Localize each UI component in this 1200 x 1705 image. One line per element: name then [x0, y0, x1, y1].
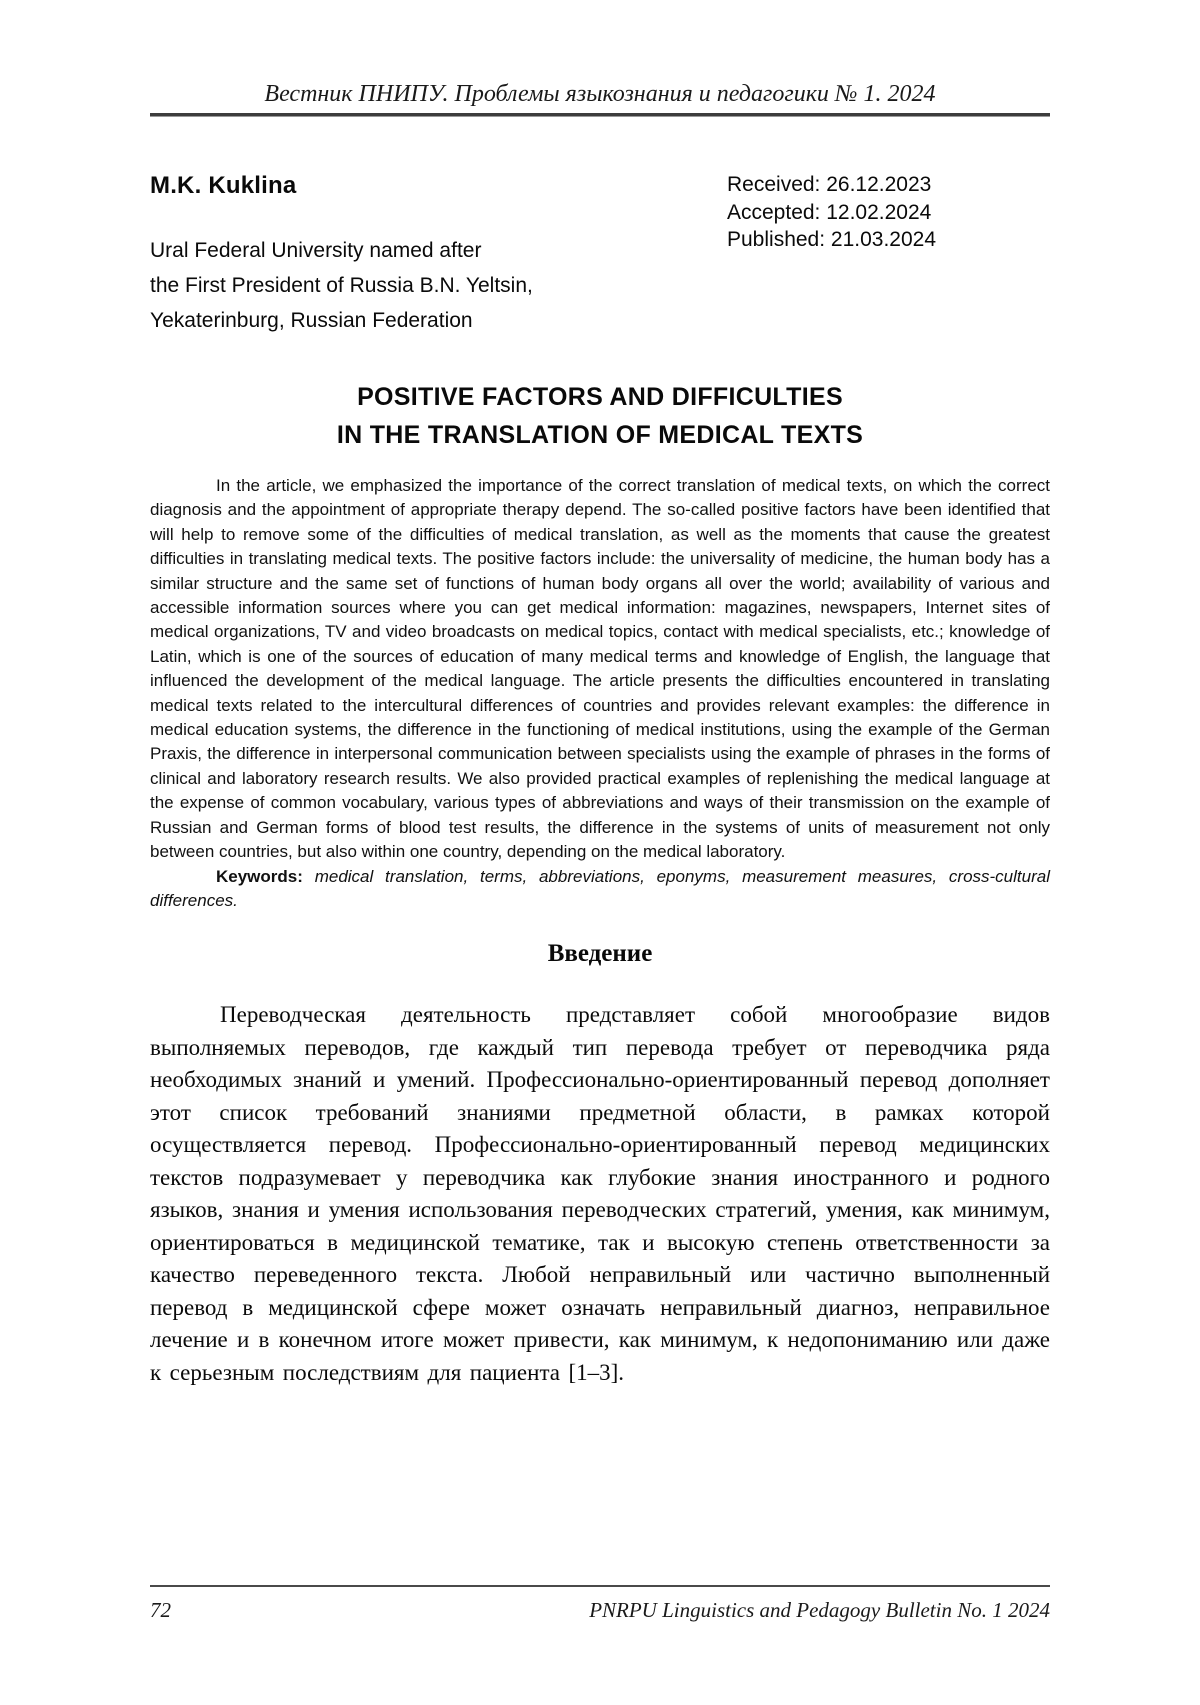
- author-name: M.K. Kuklina: [150, 172, 297, 199]
- article-title-line-1: POSITIVE FACTORS AND DIFFICULTIES: [357, 383, 843, 411]
- accepted-date: Accepted: 12.02.2024: [727, 200, 932, 224]
- dates-block: [727, 171, 1050, 338]
- keywords-line: [150, 865, 1050, 914]
- affiliation: [150, 233, 727, 338]
- published-date: Published: 21.03.2024: [727, 228, 937, 251]
- affiliation-line-2: the First President of Russia B.N. Yeltsin,: [150, 274, 533, 297]
- author-block: [150, 171, 1050, 338]
- journal-header: [150, 0, 1050, 117]
- footer-journal-name: PNRPU Linguistics and Pedagogy Bulletin No. 1 2024: [589, 1598, 1050, 1622]
- author-affiliation-column: [150, 171, 727, 338]
- article-title: [150, 378, 1050, 454]
- page-footer: [150, 1585, 1050, 1623]
- header-rule: [150, 113, 1050, 117]
- affiliation-line-3: Yekaterinburg, Russian Federation: [150, 309, 473, 332]
- affiliation-line-1: Ural Federal University named after: [150, 239, 482, 262]
- keywords-text: medical translation, terms, abbreviations, eponyms, measurement measures, cross-cultural differences.: [150, 866, 1050, 910]
- introduction-paragraph: Переводческая деятельность представляет собой многообразие видов выполняемых переводов, где каждый тип перевода требует от переводчика ряда необходимых знаний и умений. Профессионально-ориентированный перевод дополняет этот список требований знаниями предметной области, в рамках которой осуществляется перевод. Профессионально-ориентированный перевод медицинских текстов подразумевает у переводчика как глубокие знания иностранного и родного языков, знания и умения использования переводческих стратегий, умения, как минимум, ориентироваться в медицинской тематике, так и высокую степень ответственности за качество переведенного текста. Любой неправильный или частично выполненный перевод в медицинской сфере может означать неправильный диагноз, неправильное лечение и в конечном итоге может привести, как минимум, к недопониманию или даже к серьезным последствиям для пациента [1–3].: [150, 1002, 1050, 1385]
- keywords-label: Keywords:: [216, 866, 303, 886]
- journal-header-title: Вестник ПНИПУ. Проблемы языкознания и педагогики № 1. 2024: [264, 81, 936, 107]
- abstract-paragraph: In the article, we emphasized the importance of the correct translation of medical texts, on which the correct diagnosis and the appointment of appropriate therapy depend. The so-called positive factors have been identified that will help to remove some of the difficulties of medical translation, as well as the moments that cause the greatest difficulties in translating medical texts. The positive factors include: the universality of medicine, the human body has a similar structure and the same set of functions of human body organs all over the world; availability of various and accessible information sources where you can get medical information: magazines, newspapers, Internet sites of medical organizations, TV and video broadcasts on medical topics, contact with medical specialists, etc.; knowledge of Latin, which is one of the sources of education of many medical terms and knowledge of English, the language that influenced the development of the medical language. The article presents the difficulties encountered in translating medical texts related to the intercultural differences of countries and provides relevant examples: the difference in medical education systems, the difference in the functioning of medical institutions, using the example of the German Praxis, the difference in interpersonal communication between specialists using the example of phrases in the forms of clinical and laboratory research results. We also provided practical examples of replenishing the medical language at the expense of common vocabulary, various types of abbreviations and ways of their transmission on the example of Russian and German forms of blood test results, the difference in the systems of units of measurement not only between countries, but also within one country, depending on the medical laboratory.: [150, 476, 1050, 862]
- section-heading-introduction: Введение: [547, 940, 653, 968]
- received-date: Received: 26.12.2023: [727, 173, 932, 196]
- page-content: [150, 0, 1050, 1389]
- page-number: 72: [150, 1598, 171, 1622]
- article-title-line-2: IN THE TRANSLATION OF MEDICAL TEXTS: [336, 421, 864, 449]
